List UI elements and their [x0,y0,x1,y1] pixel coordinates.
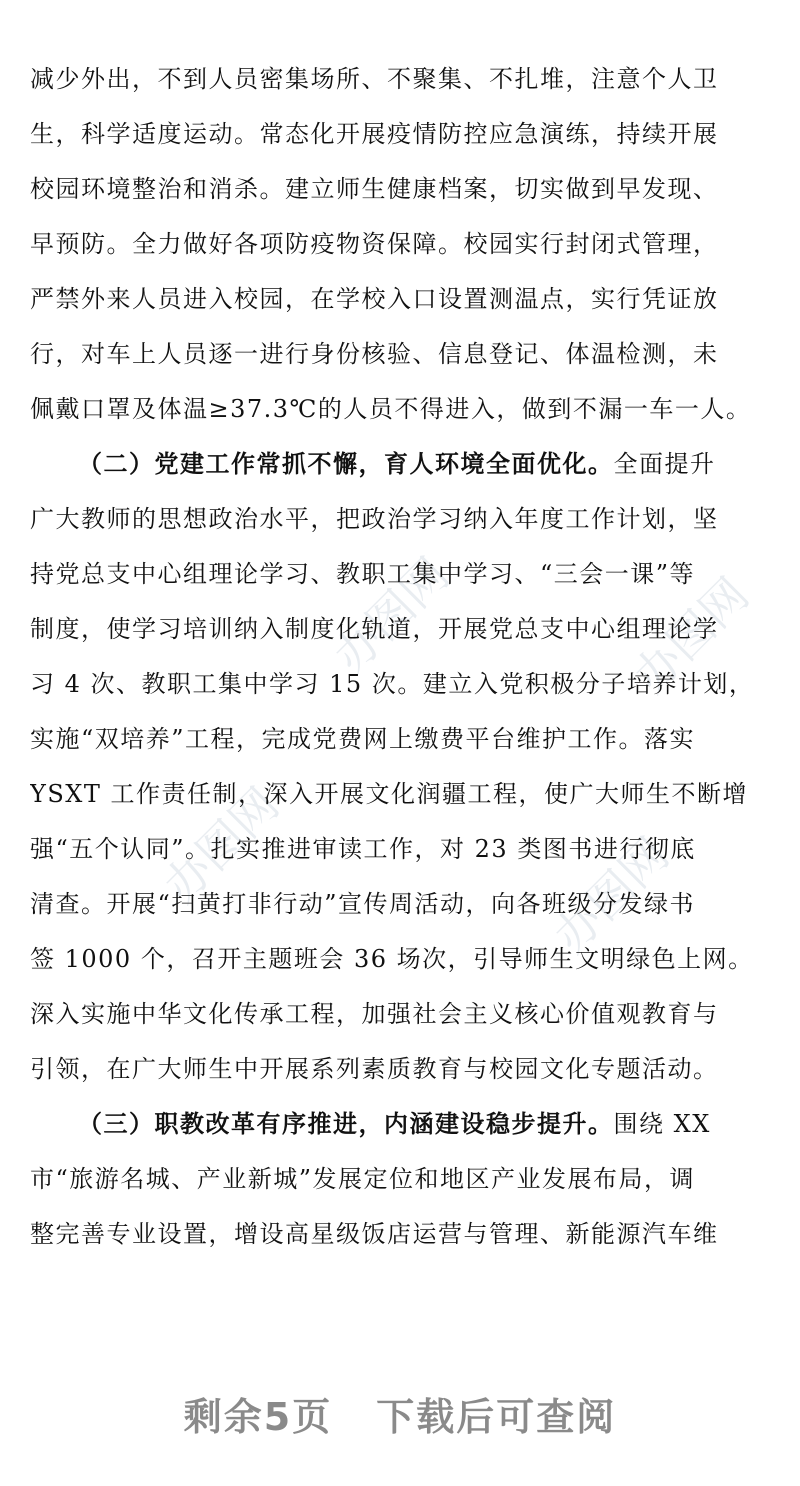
watermark-1: 办图网 [323,547,460,684]
download-prompt[interactable] [0,1386,800,1441]
remaining-pages-label: 剩余5页 [183,1395,333,1439]
section-2-heading: （二）党建工作常抓不懈，育人环境全面优化。 [78,449,614,478]
text-line: 引领，在广大师生中开展系列素质教育与校园文化专题活动。 [30,1055,719,1083]
text-line: 强“五个认同”。扎实推进审读工作，对 23 类图书进行彻底 [30,835,696,863]
text-line: 广大教师的思想政治水平，把政治学习纳入年度工作计划，坚 [30,505,719,533]
text-line: 早预防。全力做好各项防疫物资保障。校园实行封闭式管理， [30,230,719,258]
text-line: 减少外出，不到人员密集场所、不聚集、不扎堆，注意个人卫 [30,65,719,93]
text-line: 整完善专业设置，增设高星级饭店运营与管理、新能源汽车维 [30,1220,719,1248]
download-to-view-label: 下载后可查阅 [376,1395,617,1439]
watermark-4: 办图网 [543,827,680,964]
text-line: 清查。开展“扫黄打非行动”宣传周活动，向各班级分发绿书 [30,890,696,918]
section-2-first-line-text: 全面提升 [613,450,716,478]
text-line: 制度，使学习培训纳入制度化轨道，开展党总支中心组理论学 [30,615,719,643]
text-line: 市“旅游名城、产业新城”发展定位和地区产业发展布局，调 [30,1165,696,1193]
text-line: 持党总支中心组理论学习、教职工集中学习、“三会一课”等 [30,560,696,588]
text-line: 校园环境整治和消杀。建立师生健康档案，切实做到早发现、 [30,175,719,203]
text-line: YSXT 工作责任制，深入开展文化润疆工程，使广大师生不断增 [30,780,749,808]
watermark-3: 办图网 [153,777,290,914]
section-3-first-line [78,1109,772,1139]
text-line: 深入实施中华文化传承工程，加强社会主义核心价值观教育与 [30,1000,719,1028]
text-line: 严禁外来人员进入校园，在学校入口设置测温点，实行凭证放 [30,285,719,313]
text-line: 签 1000 个，召开主题班会 36 场次，引导师生文明绿色上网。 [30,945,754,973]
text-line: 习 4 次、教职工集中学习 15 次。建立入党积极分子培养计划， [30,670,755,698]
text-line: 佩戴口罩及体温≥37.3℃的人员不得进入，做到不漏一车一人。 [30,395,752,423]
watermark-2: 办图网 [623,567,760,704]
text-line: 行，对车上人员逐一进行身份核验、信息登记、体温检测，未 [30,340,719,368]
section-3-heading: （三）职教改革有序推进，内涵建设稳步提升。 [78,1109,614,1138]
text-line: 生，科学适度运动。常态化开展疫情防控应急演练，持续开展 [30,120,719,148]
section-3-first-line-text: 围绕 XX [613,1110,711,1138]
section-2-first-line [78,449,772,479]
text-line: 实施“双培养”工程，完成党费网上缴费平台维护工作。落实 [30,725,696,753]
